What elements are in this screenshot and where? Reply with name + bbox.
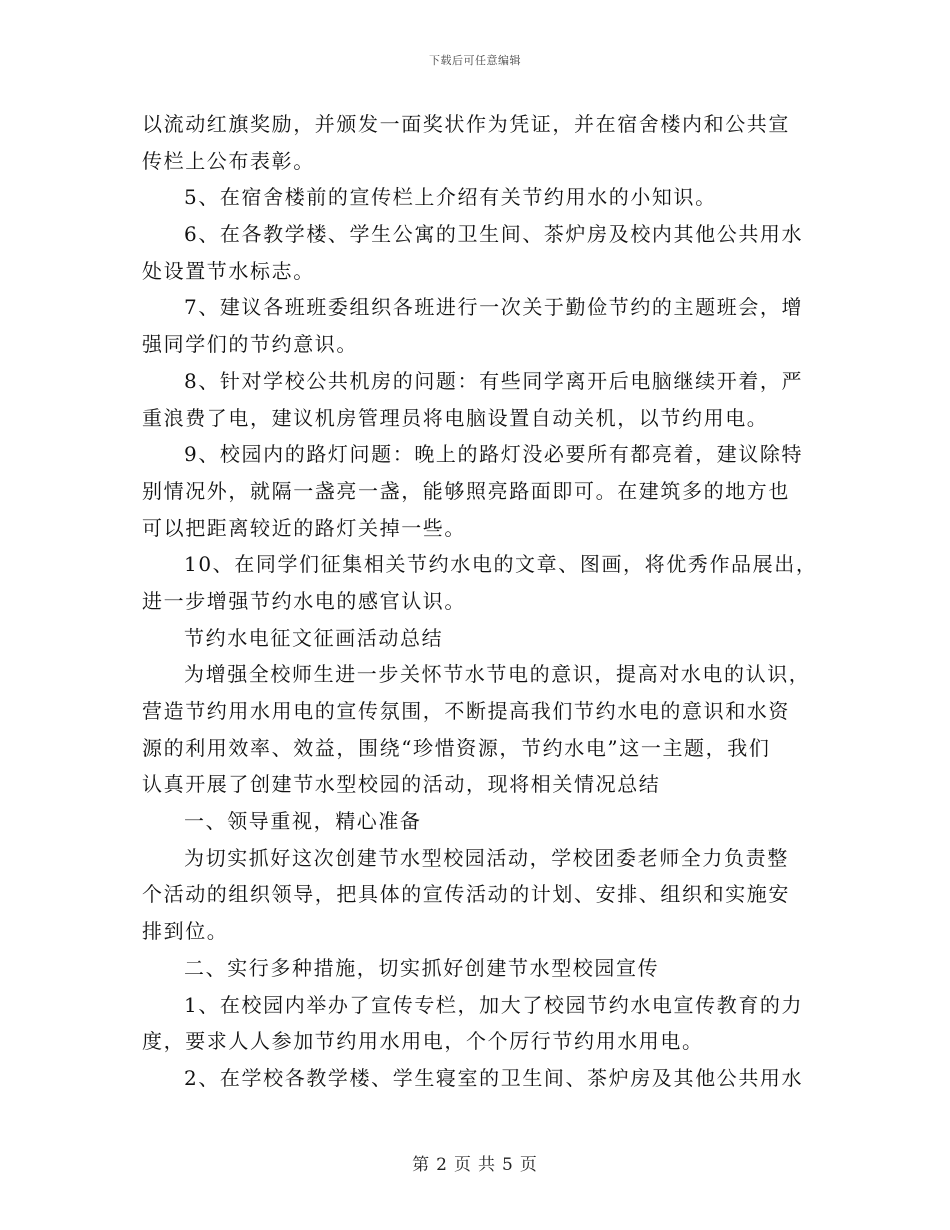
text-line: 个活动的组织领导，把具体的宣传活动的计划、安排、组织和实施安 xyxy=(142,882,790,907)
text-line: 别情况外，就隔一盏亮一盏，能够照亮路面即可。在建筑多的地方也 xyxy=(142,478,790,503)
page-footer xyxy=(0,1150,950,1175)
text-line: 9、校园内的路灯问题：晚上的路灯没必要所有都亮着，建议除特 xyxy=(184,442,804,467)
text-line: 重浪费了电，建议机房管理员将电脑设置自动关机，以节约用电。 xyxy=(142,405,769,430)
text-line: 认真开展了创建节水型校园的活动，现将相关情况总结 xyxy=(142,772,661,797)
text-line: 10、在同学们征集相关节约水电的文章、图画，将优秀作品展出， xyxy=(184,552,818,577)
text-line: 7、建议各班班委组织各班进行一次关于勤俭节约的主题班会，增 xyxy=(184,295,804,320)
text-line: 度，要求人人参加节约用水用电，个个厉行节约用水用电。 xyxy=(142,1029,704,1054)
text-line: 处设置节水标志。 xyxy=(142,258,315,283)
footer-total-pages: 5 xyxy=(502,1155,514,1175)
text-line: 为切实抓好这次创建节水型校园活动，学校团委老师全力负责整 xyxy=(184,845,789,870)
text-line: 排到位。 xyxy=(142,919,229,944)
text-line: 源的利用效率、效益，围绕“珍惜资源，节约水电”这一主题，我们 xyxy=(142,735,771,760)
text-line: 为增强全校师生进一步关怀节水节电的意识，提高对水电的认识， xyxy=(184,662,811,687)
text-line: 8、针对学校公共机房的问题：有些同学离开后电脑继续开着，严 xyxy=(184,368,804,393)
text-line: 强同学们的节约意识。 xyxy=(142,332,358,357)
footer-current-page: 2 xyxy=(436,1155,448,1175)
footer-total-word: 共 xyxy=(478,1155,496,1175)
text-line: 可以把距离较近的路灯关掉一些。 xyxy=(142,515,466,540)
text-line: 营造节约用水用电的宣传氛围，不断提高我们节约水电的意识和水资 xyxy=(142,699,790,723)
text-line: 以流动红旗奖励，并颁发一面奖状作为凭证，并在宿舍楼内和公共宣 xyxy=(142,112,790,136)
document-body xyxy=(142,106,818,1097)
footer-page-word: 页 xyxy=(454,1155,472,1175)
text-line: 节约水电征文征画活动总结 xyxy=(184,625,444,650)
text-line: 进一步增强节约水电的感官认识。 xyxy=(142,588,466,613)
text-line: 传栏上公布表彰。 xyxy=(142,148,315,173)
footer-prefix: 第 xyxy=(412,1155,431,1175)
text-line: 二、实行多种措施，切实抓好创建节水型校园宣传 xyxy=(184,955,660,980)
text-line: 1、在校园内举办了宣传专栏，加大了校园节约水电宣传教育的力 xyxy=(184,992,804,1017)
page-header: 下载后可任意编辑 xyxy=(429,54,521,67)
text-line: 5、在宿舍楼前的宣传栏上介绍有关节约用水的小知识。 xyxy=(184,185,717,210)
text-line: 2、在学校各教学楼、学生寝室的卫生间、茶炉房及其他公共用水 xyxy=(184,1065,804,1090)
text-line: 6、在各教学楼、学生公寓的卫生间、茶炉房及校内其他公共用水 xyxy=(184,222,804,247)
text-line: 一、领导重视，精心准备 xyxy=(184,809,422,834)
footer-suffix: 页 xyxy=(519,1155,538,1175)
